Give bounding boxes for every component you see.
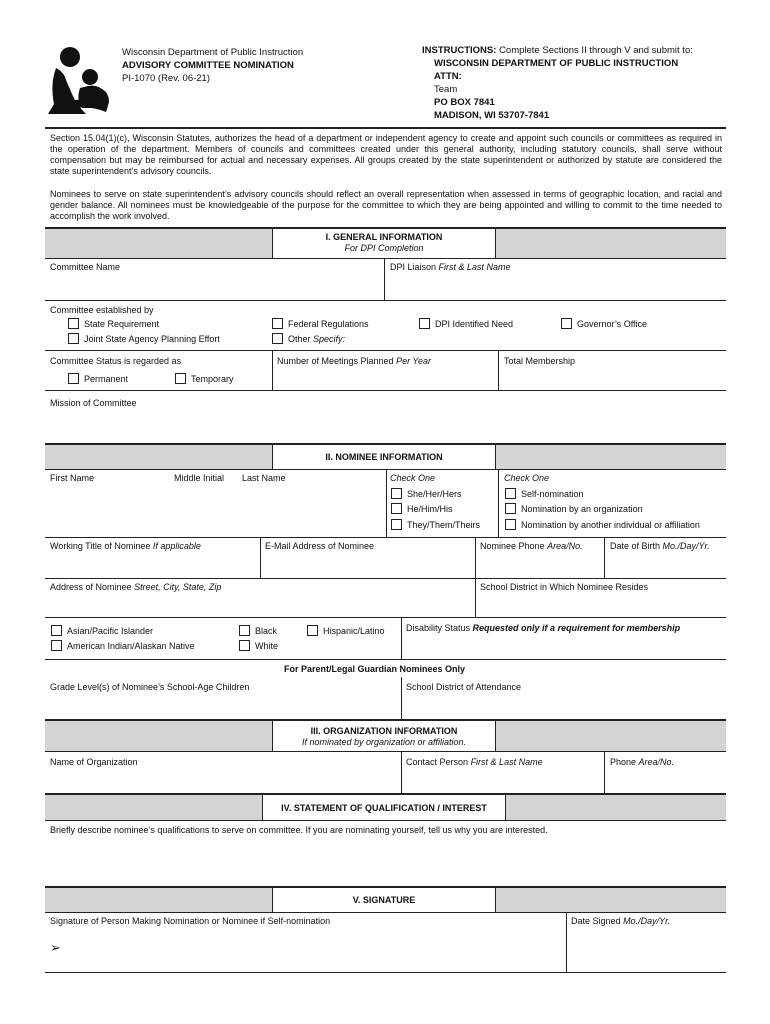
status-label: Committee Status is regarded as	[50, 356, 182, 366]
checkbox-state-requirement[interactable]: State Requirement	[68, 318, 159, 329]
rule	[45, 972, 726, 973]
checkbox-native[interactable]: American Indian/Alaskan Native	[51, 640, 195, 651]
address-team: Team	[434, 84, 458, 95]
rule	[45, 820, 726, 821]
section3-title: III. ORGANIZATION INFORMATION	[310, 726, 458, 736]
contact-label: Contact Person First & Last Name	[406, 757, 543, 767]
checkbox[interactable]	[272, 333, 283, 344]
header-rule	[45, 127, 726, 129]
divider	[272, 350, 273, 390]
disability-label: Disability Status Requested only if a requirement for membership	[406, 623, 681, 633]
section4-header	[262, 795, 506, 820]
nomination-check-one: Check One	[504, 473, 550, 483]
signature-label: Signature of Person Making Nomination or Nominee if Self-nomination	[50, 916, 331, 926]
address-city: MADISON, WI 53707-7841	[434, 110, 550, 121]
checkbox-white[interactable]: White	[239, 640, 278, 651]
rule	[45, 390, 726, 391]
date-signed-label: Date Signed Mo./Day/Yr.	[571, 916, 671, 926]
grade-levels-label: Grade Level(s) of Nominee’s School-Age Children	[50, 682, 250, 692]
checkbox[interactable]	[561, 318, 572, 329]
form-header-left	[122, 46, 303, 85]
checkbox[interactable]	[239, 625, 250, 636]
checkbox[interactable]	[391, 488, 402, 499]
checkbox-she[interactable]: She/Her/Hers	[391, 488, 462, 499]
divider	[401, 751, 402, 793]
checkbox[interactable]	[505, 503, 516, 514]
divider	[566, 912, 567, 972]
intro-paragraph-2: Nominees to serve on state superintendent’s advisory councils should reflect an overall representation when assessed in terms of geographic location, and racial and gender balance. All nominees must be knowledgeable of the purpose for the committee to which they are being appointed and willing to commit to the time needed to accomplish the work involved.	[50, 189, 722, 221]
section3-subtitle: If nominated by organization or affiliation.	[301, 737, 467, 747]
checkbox[interactable]	[68, 373, 79, 384]
form-title: ADVISORY COMMITTEE NOMINATION	[122, 60, 294, 71]
divider	[604, 537, 605, 578]
checkbox[interactable]	[505, 519, 516, 530]
checkbox-temporary[interactable]: Temporary	[175, 373, 234, 384]
section2-title: II. NOMINEE INFORMATION	[325, 452, 443, 462]
school-district-label: School District in Which Nominee Resides	[480, 582, 649, 592]
qualifications-prompt: Briefly describe nominee’s qualifications to serve on committee. If you are nominating yourself, tell us why you are interested.	[50, 825, 548, 835]
checkbox-black[interactable]: Black	[239, 625, 277, 636]
mission-label: Mission of Committee	[50, 398, 137, 408]
checkbox-org-nomination[interactable]: Nomination by an organization	[505, 503, 643, 514]
checkbox-joint-planning[interactable]: Joint State Agency Planning Effort	[68, 333, 220, 344]
checkbox-he[interactable]: He/Him/His	[391, 503, 453, 514]
divider	[260, 537, 261, 578]
address-attn: ATTN:	[434, 71, 462, 82]
divider	[604, 751, 605, 793]
membership-label: Total Membership	[504, 356, 576, 366]
rule	[45, 258, 726, 259]
address-label: Address of Nominee Street, City, State, Zip	[50, 582, 222, 592]
school-attendance-label: School District of Attendance	[406, 682, 522, 692]
checkbox-asian[interactable]: Asian/Pacific Islander	[51, 625, 153, 636]
checkbox-other[interactable]: Other Specify:	[272, 333, 345, 344]
checkbox[interactable]	[419, 318, 430, 329]
checkbox[interactable]	[391, 519, 402, 530]
checkbox[interactable]	[505, 488, 516, 499]
org-phone-label: Phone Area/No.	[610, 757, 675, 767]
dpi-liaison-label: DPI Liaison First & Last Name	[390, 262, 511, 272]
checkbox[interactable]	[391, 503, 402, 514]
section2-header	[272, 445, 496, 469]
divider	[384, 258, 385, 300]
address-po: PO BOX 7841	[434, 97, 495, 108]
checkbox[interactable]	[307, 625, 318, 636]
section5-title: V. SIGNATURE	[352, 895, 416, 905]
middle-initial-label: Middle Initial	[174, 473, 225, 483]
email-label: E-Mail Address of Nominee	[265, 541, 375, 551]
rule	[45, 578, 726, 579]
rule	[45, 912, 726, 913]
checkbox-hispanic[interactable]: Hispanic/Latino	[307, 625, 385, 636]
checkbox[interactable]	[272, 318, 283, 329]
agency-name: Wisconsin Department of Public Instruction	[122, 47, 304, 58]
intro-paragraph-1: Section 15.04(1)(c), Wisconsin Statutes, authorizes the head of a department or independent agency to create and appoint such councils or committees as required in the operation of the department. Members of councils and committees created under this general authority, including statutory councils, shall serve without compensation but may be reimbursed for actual and necessary expenses. All groups created by the state superintendent or authorized by statute are considered the state superintendent’s advisory councils.	[50, 133, 722, 176]
checkbox[interactable]	[68, 318, 79, 329]
divider	[475, 537, 476, 617]
signature-arrow-icon: ➢	[50, 940, 61, 955]
dpi-logo	[46, 44, 114, 116]
working-title-label: Working Title of Nominee If applicable	[50, 541, 201, 551]
instructions-block	[422, 44, 693, 122]
rule	[45, 617, 726, 618]
checkbox[interactable]	[51, 625, 62, 636]
rule	[45, 300, 726, 301]
address-line1: WISCONSIN DEPARTMENT OF PUBLIC INSTRUCTION	[434, 58, 679, 69]
divider	[401, 677, 402, 719]
checkbox-permanent[interactable]: Permanent	[68, 373, 128, 384]
dob-label: Date of Birth Mo./Day/Yr.	[610, 541, 710, 551]
phone-label: Nominee Phone Area/No.	[480, 541, 583, 551]
established-by-label: Committee established by	[50, 305, 154, 315]
signature-field[interactable]	[66, 938, 562, 970]
org-name-label: Name of Organization	[50, 757, 138, 767]
checkbox-dpi-need[interactable]: DPI Identified Need	[419, 318, 513, 329]
checkbox[interactable]	[51, 640, 62, 651]
parent-header: For Parent/Legal Guardian Nominees Only	[284, 664, 466, 674]
instructions-text: Complete Sections II through V and submit to:	[496, 45, 693, 56]
divider	[401, 617, 402, 659]
first-name-label: First Name	[50, 473, 95, 483]
checkbox-self-nomination[interactable]: Self-nomination	[505, 488, 584, 499]
rule	[45, 751, 726, 752]
meetings-label: Number of Meetings Planned Per Year	[277, 356, 431, 366]
divider	[498, 469, 499, 537]
form-number: PI-1070 (Rev. 06-21)	[122, 73, 211, 84]
checkbox[interactable]	[68, 333, 79, 344]
checkbox[interactable]	[175, 373, 186, 384]
divider	[386, 469, 387, 537]
checkbox-other-nomination[interactable]: Nomination by another individual or affiliation	[505, 519, 700, 530]
pronoun-check-one: Check One	[390, 473, 436, 483]
section3-header	[272, 721, 496, 751]
divider	[498, 350, 499, 390]
section1-subtitle: For DPI Completion	[344, 243, 424, 253]
instructions-label: INSTRUCTIONS:	[422, 45, 497, 56]
section4-title: IV. STATEMENT OF QUALIFICATION / INTEREST	[281, 803, 487, 813]
checkbox[interactable]	[239, 640, 250, 651]
rule	[45, 537, 726, 538]
rule	[45, 350, 726, 351]
checkbox-they[interactable]: They/Them/Theirs	[391, 519, 480, 530]
section1-title: I. GENERAL INFORMATION	[325, 232, 443, 242]
last-name-label: Last Name	[242, 473, 286, 483]
rule	[45, 659, 726, 660]
committee-name-label: Committee Name	[50, 262, 121, 272]
section1-header	[272, 229, 496, 258]
checkbox-governor[interactable]: Governor’s Office	[561, 318, 647, 329]
section5-header	[272, 888, 496, 912]
checkbox-federal-regulations[interactable]: Federal Regulations	[272, 318, 369, 329]
